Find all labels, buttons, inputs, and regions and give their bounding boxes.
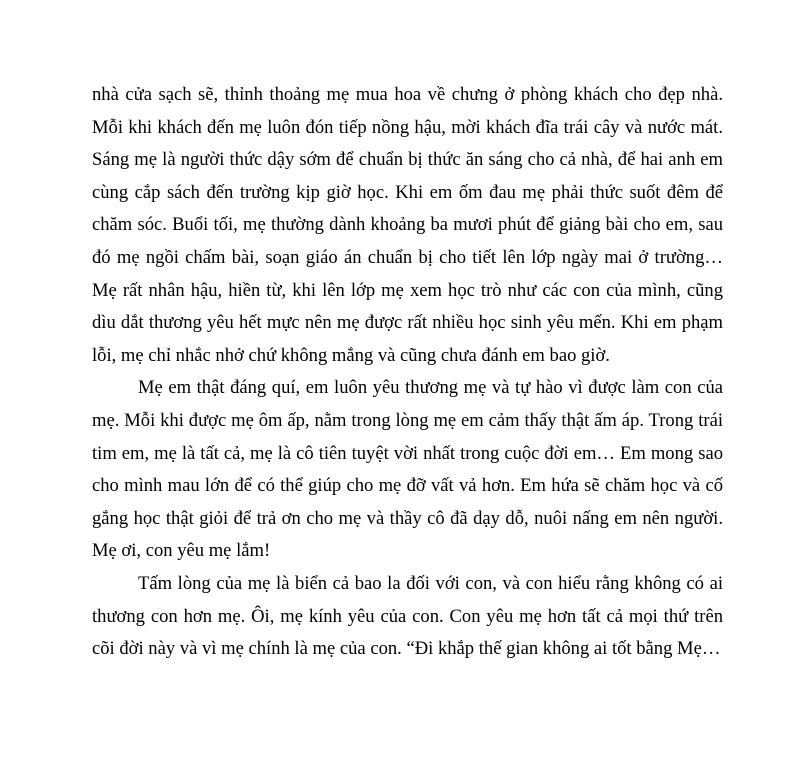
text-line: thương con hơn mẹ. Ôi, mẹ kính yêu của con. Con yêu mẹ hơn tất cả mọi thứ trên: [92, 605, 723, 627]
text-line: gắng học thật giỏi để trả ơn cho mẹ và thầy cô đã dạy dỗ, nuôi nấng em nên người.: [92, 507, 723, 529]
text-line: đó mẹ ngồi chấm bài, soạn giáo án chuẩn bị cho tiết lên lớp ngày mai ở trường…: [92, 246, 723, 268]
text-line: mẹ. Mỗi khi được mẹ ôm ấp, nằm trong lòng mẹ em cảm thấy thật ấm áp. Trong trái: [92, 409, 723, 431]
text-line: Mẹ rất nhân hậu, hiền từ, khi lên lớp mẹ xem học trò như các con của mình, cũng: [92, 279, 723, 301]
text-line: Mỗi khi khách đến mẹ luôn đón tiếp nồng hậu, mời khách đĩa trái cây và nước mát.: [92, 116, 723, 138]
text-line: cùng cắp sách đến trường kịp giờ học. Khi em ốm đau mẹ phải thức suốt đêm để: [92, 181, 723, 203]
text-line: cõi đời này và vì mẹ chính là mẹ của con. “Đi khắp thế gian không ai tốt bằng Mẹ…: [92, 638, 721, 660]
text-line: nhà cửa sạch sẽ, thỉnh thoảng mẹ mua hoa về chưng ở phòng khách cho đẹp nhà.: [92, 84, 723, 105]
text-line: tim em, mẹ là tất cả, mẹ là cô tiên tuyệt vời nhất trong cuộc đời em… Em mong sao: [92, 442, 723, 464]
text-line: lỗi, mẹ chỉ nhắc nhở chứ không mắng và cũng chưa đánh em bao giờ.: [92, 344, 610, 366]
text-line: chăm sóc. Buổi tối, mẹ thường dành khoảng ba mươi phút để giảng bài cho em, sau: [92, 214, 723, 236]
text-line: dìu dắt thương yêu hết mực nên mẹ được rất nhiều học sinh yêu mến. Khi em phạm: [92, 312, 723, 334]
text-line: Sáng mẹ là người thức dậy sớm để chuẩn bị thức ăn sáng cho cả nhà, để hai anh em: [92, 149, 723, 171]
text-line: cho mình mau lớn để có thể giúp cho mẹ đỡ vất vả hơn. Em hứa sẽ chăm học và cố: [92, 475, 723, 497]
essay-text-block: [92, 79, 723, 666]
text-line: Mẹ em thật đáng quí, em luôn yêu thương mẹ và tự hào vì được làm con của: [138, 377, 723, 399]
text-line: Mẹ ơi, con yêu mẹ lắm!: [92, 540, 271, 562]
text-line: Tấm lòng của mẹ là biển cả bao la đối với con, và con hiểu rằng không có ai: [138, 572, 723, 594]
